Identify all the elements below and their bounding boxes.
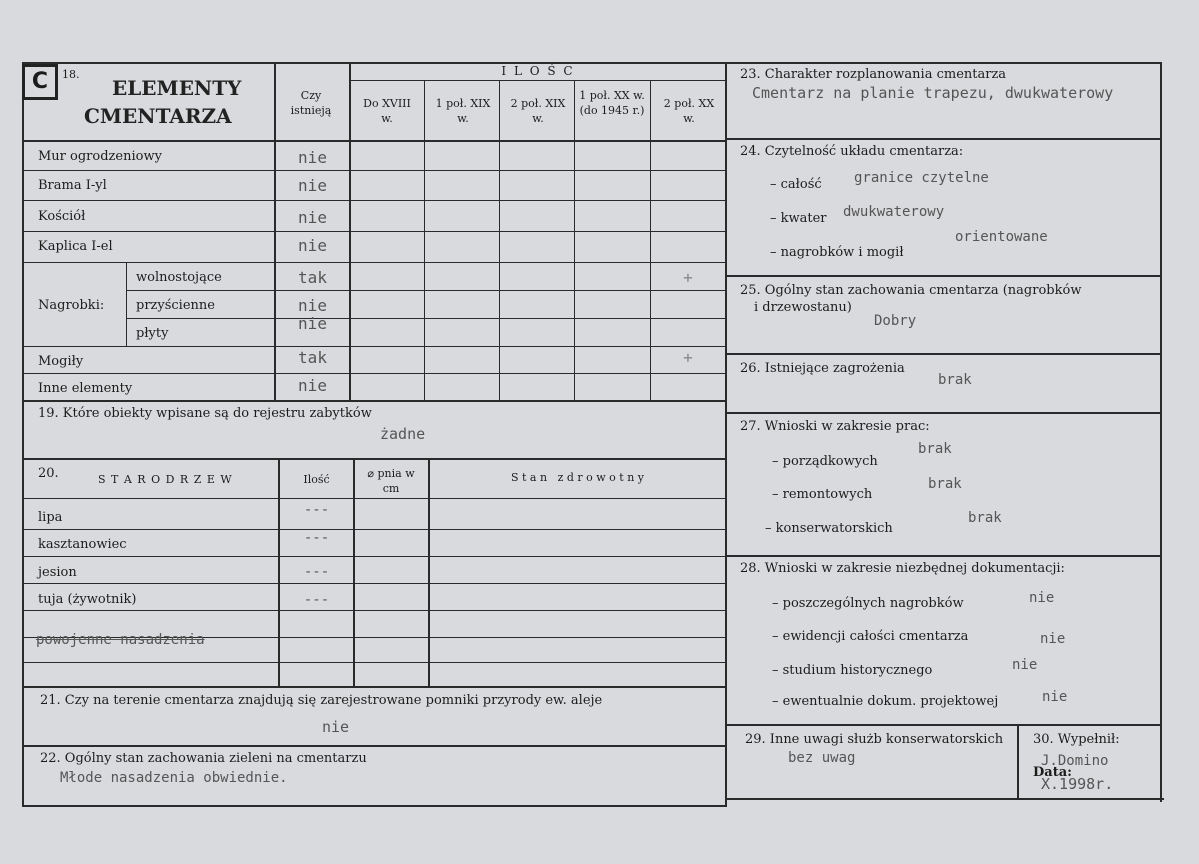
s24-value-nagrobkow: orientowane (955, 229, 1048, 245)
s21-answer: nie (322, 718, 350, 736)
ilosc-header: I L O Ś C (501, 64, 575, 78)
s30-date-label: Data: (1033, 765, 1072, 780)
mark-wolnostojace: + (683, 268, 693, 287)
tree-name-jesion: jesion (38, 565, 77, 580)
s28-question: 28. Wnioski w zakresie niezbędnej dokumentacji: (740, 561, 1065, 576)
row-value-mogily: tak (298, 348, 327, 367)
tree-name-lipa: lipa (38, 510, 63, 525)
s28-value-studium: nie (1012, 657, 1038, 673)
period-header-3: 2 poł. XIX w. (510, 97, 566, 125)
tree-qty-kasztanowiec: --- (303, 530, 330, 546)
row-value-kosciol: nie (298, 208, 327, 227)
s27-value-porzadkowych: brak (918, 441, 952, 457)
s19-question: 19. Które obiekty wpisane są do rejestru zabytków (38, 406, 372, 421)
s24-value-calosc: granice czytelne (854, 170, 989, 186)
col-exists-header: Czy istnieją (290, 89, 332, 117)
s22-question: 22. Ogólny stan zachowania zieleni na cmentarzu (40, 751, 367, 766)
section-letter-box: C (22, 64, 58, 100)
s25-answer: Dobry (874, 313, 917, 329)
row-label-kaplica: Kaplica I-el (38, 239, 113, 254)
s20-col-diam: ⌀ pnia w cm (367, 467, 415, 495)
s20-col-health: S t a n z d r o w o t n y (510, 471, 645, 484)
s24-value-kwater: dwukwaterowy (843, 204, 945, 220)
s28-value-ewidencji: nie (1040, 631, 1066, 647)
s24-question: 24. Czytelność układu cmentarza: (740, 144, 964, 159)
period-header-2: 1 poł. XIX w. (435, 97, 491, 125)
s19-answer: żadne (380, 425, 426, 443)
s27-label-porzadkowych: – porządkowych (772, 454, 878, 469)
s24-label-calosc: – całość (770, 177, 822, 192)
s23-question: 23. Charakter rozplanowania cmentarza (740, 67, 1007, 82)
s28-label-studium: – studium historycznego (772, 663, 933, 678)
row-label-mogily: Mogiły (38, 354, 84, 369)
row-value-przyscienne: nie (298, 296, 327, 315)
period-header-1: Do XVIII w. (363, 97, 411, 125)
s30-name: J.Domino (1041, 753, 1109, 769)
row-label-przyscienne: przyścienne (136, 298, 215, 313)
s28-label-projektowej: – ewentualnie dokum. projektowej (772, 694, 999, 709)
s25-question-line1: 25. Ogólny stan zachowania cmentarza (nagrobków (740, 283, 1082, 298)
s21-question: 21. Czy na terenie cmentarza znajdują się zarejestrowane pomniki przyrody ew. aleje (40, 693, 603, 708)
row-label-kosciol: Kościół (38, 209, 86, 224)
section-18-title-line2: CMENTARZA (84, 104, 232, 128)
row-value-brama: nie (298, 176, 327, 195)
s30-date: X.1998r. (1041, 775, 1114, 793)
tree-qty-tuja: --- (303, 592, 330, 608)
tree-name-tuja: tuja (żywotnik) (38, 592, 137, 607)
s28-label-nagrobkow: – poszczególnych nagrobków (772, 596, 964, 611)
row-label-inne: Inne elementy (38, 381, 133, 396)
row-label-plyty: płyty (136, 326, 169, 341)
s24-label-kwater: – kwater (770, 211, 827, 226)
section-18-number: 18. (62, 68, 80, 81)
s24-label-nagrobkow: – nagrobków i mogił (770, 245, 904, 260)
s27-label-remontowych: – remontowych (772, 487, 873, 502)
tree-qty-lipa: --- (303, 502, 330, 518)
row-label-wolnostojace: wolnostojące (136, 270, 222, 285)
s28-label-ewidencji: – ewidencji całości cmentarza (772, 629, 969, 644)
s28-value-projektowej: nie (1042, 689, 1068, 705)
s28-value-nagrobkow: nie (1029, 590, 1055, 606)
s29-answer: bez uwag (788, 750, 856, 766)
row-value-inne: nie (298, 376, 327, 395)
s26-question: 26. Istniejące zagrożenia (740, 361, 905, 376)
row-value-mur: nie (298, 148, 327, 167)
period-header-5: 2 poł. XX w. (663, 97, 715, 125)
tree-qty-jesion: --- (303, 564, 330, 580)
s20-col-qty: Ilość (303, 473, 330, 486)
s26-answer: brak (938, 372, 972, 388)
row-value-wolnostojace: tak (298, 268, 327, 287)
s29-question: 29. Inne uwagi służb konserwatorskich (745, 732, 1004, 747)
period-header-4: 1 poł. XX w. (do 1945 r.) (579, 89, 645, 117)
s30-label: 30. Wypełnił: (1033, 732, 1120, 747)
s22-answer: Młode nasadzenia obwiednie. (60, 770, 288, 786)
s20-number: 20. (38, 466, 59, 481)
s20-header: S T A R O D R Z E W (98, 473, 233, 486)
row-value-kaplica: nie (298, 236, 327, 255)
s27-value-remontowych: brak (928, 476, 962, 492)
s23-answer: Cmentarz na planie trapezu, dwukwaterowy (752, 84, 1114, 102)
mark-mogily: + (683, 348, 693, 367)
tree-extra-struck: powojenne nasadzenia (36, 632, 205, 648)
section-18-title-line1: ELEMENTY (112, 76, 242, 100)
nagrobki-label: Nagrobki: (38, 298, 105, 313)
s25-question-line2: i drzewostanu) (754, 300, 852, 315)
s27-label-konserwatorskich: – konserwatorskich (765, 521, 893, 536)
row-value-plyty: nie (298, 314, 327, 333)
row-label-brama: Brama I-yl (38, 178, 107, 193)
row-label-mur: Mur ogrodzeniowy (38, 149, 162, 164)
s27-question: 27. Wnioski w zakresie prac: (740, 419, 930, 434)
s27-value-konserwatorskich: brak (968, 510, 1002, 526)
tree-name-kasztanowiec: kasztanowiec (38, 537, 127, 552)
